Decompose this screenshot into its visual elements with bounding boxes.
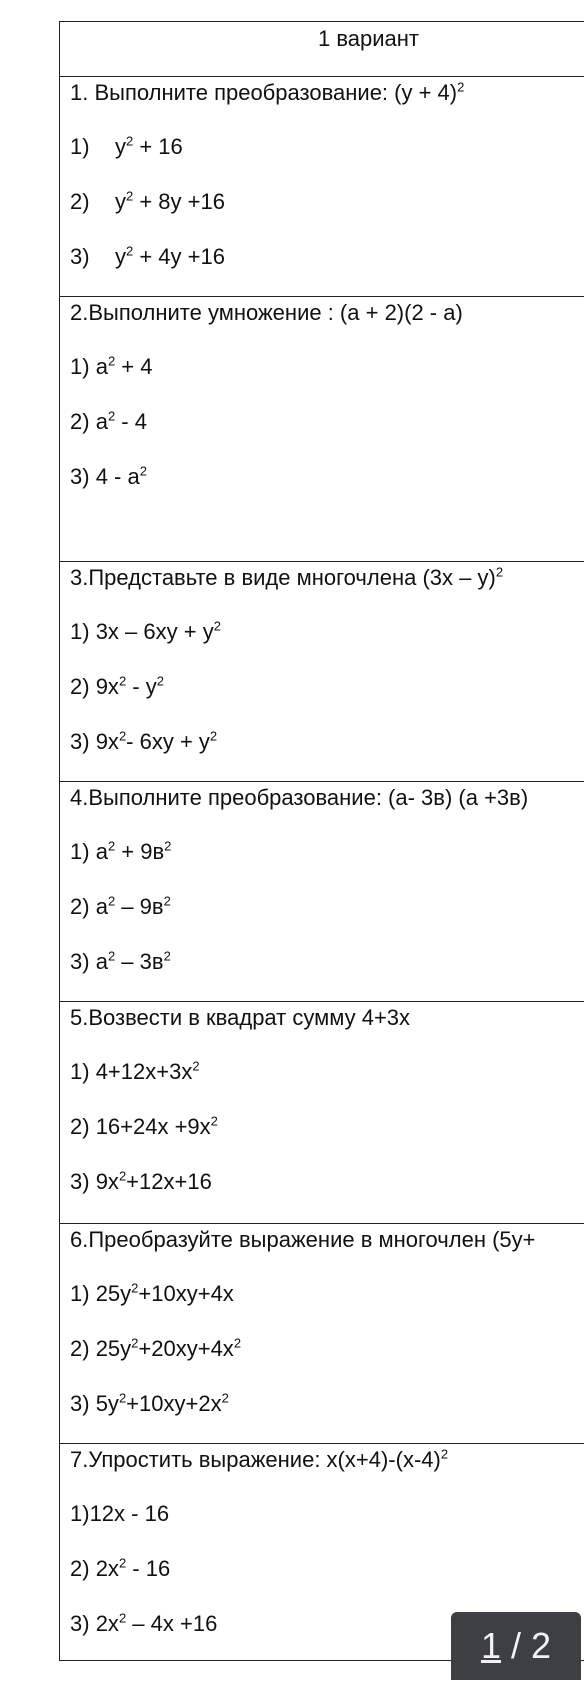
variant-title: 1 вариант (318, 26, 420, 51)
answer-option: 1) $3x - 6xy + y^2$ (70, 618, 221, 644)
answer-option: 3) $y^2 + 4y +16$ (70, 243, 225, 269)
answer-option: 2) $y^2 + 8y +16$ (70, 188, 225, 214)
answer-option: 1) $a^2 + 9в^2$ (70, 838, 172, 864)
answer-option: 1) $25y^2+10xy+4x$ (70, 1280, 234, 1306)
answer-option: 2) $9x^2 - y^2$ (70, 673, 164, 699)
answer-option: 3) $2x^2 - 4x +16$ (70, 1610, 218, 1636)
question-6 (60, 1224, 584, 1444)
question-text: 5.Возвести в квадрат сумму 4+3x (70, 1005, 411, 1030)
answer-option: 1) $y^2 + 16$ (70, 133, 183, 159)
answer-option: 3) $9x^2+12x+16$ (70, 1168, 212, 1194)
worksheet (59, 21, 584, 1661)
answer-option: 2) $25y^2+20xy+4x^2$ (70, 1335, 242, 1361)
question-text: 6.Преобразуйте выражение в многочлен (5y+ (70, 1227, 536, 1252)
answer-option: 3) $a^2 - 3в^2$ (70, 948, 171, 974)
question-1 (60, 77, 584, 297)
question-3 (60, 562, 584, 782)
page-separator: / (500, 1625, 531, 1666)
answer-option: 1) $4+12x+3x^2$ (70, 1058, 200, 1084)
total-pages: 2 (531, 1625, 552, 1666)
question-text: 1. Выполните преобразование: $(y + 4)^2$ (70, 79, 465, 105)
answer-option: 1) $a^2 + 4$ (70, 353, 153, 379)
current-page: 1 (480, 1625, 501, 1666)
answer-option: 3) $4 - a^2$ (70, 463, 147, 489)
answer-option: 3) $9x^2-$ $6xy + y^2$ (70, 728, 218, 754)
question-text: 3.Представьте в виде многочлена (3x – y)$^2$ (70, 564, 504, 590)
answer-option: 2) $16+24x +9x^2$ (70, 1113, 218, 1139)
answer-option: 2) $2x^2 - 16$ (70, 1555, 171, 1581)
answer-option: 2) $a^2 - 9в^2$ (70, 893, 171, 919)
question-2 (60, 297, 584, 562)
question-5 (60, 1002, 584, 1224)
answer-option: 2) $a^2 - 4$ (70, 408, 147, 434)
question-4 (60, 782, 584, 1002)
page-indicator[interactable] (451, 1612, 581, 1680)
question-text: 4.Выполните преобразование: (a- 3в) (a +3в) (70, 785, 529, 810)
question-text: 2.Выполните умножение : (a + 2)(2 - a) (70, 300, 463, 325)
answer-option: 1)12x - 16 (70, 1501, 170, 1526)
answer-option: 3) $5y^2+10xy+2x^2$ (70, 1390, 229, 1416)
variant-header (60, 22, 584, 77)
question-text: 7.Упростить выражение: $x(x+4)-(x-4)^2$ (70, 1446, 449, 1472)
